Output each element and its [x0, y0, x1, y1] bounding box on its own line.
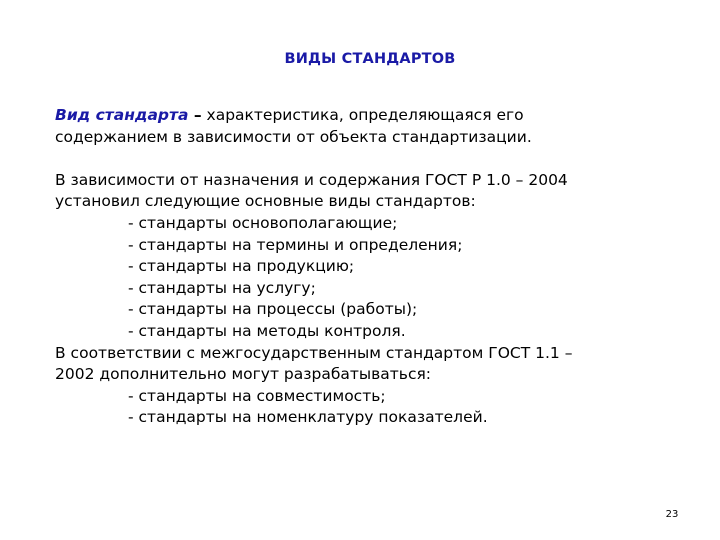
- definition-term: Вид стандарта: [55, 106, 189, 124]
- list-item: - стандарты на услугу;: [128, 278, 316, 297]
- definition-text: характеристика, определяющаяся его: [201, 106, 524, 124]
- paragraph-1-line-1: В зависимости от назначения и содержания ГОСТ Р 1.0 – 2004: [55, 170, 568, 189]
- slide-body: [55, 105, 695, 429]
- definition-dash: –: [188, 106, 202, 124]
- list-item: - стандарты основополагающие;: [128, 213, 398, 232]
- slide-title: ВИДЫ СТАНДАРТОВ: [284, 51, 456, 67]
- additional-standards-list: [55, 386, 695, 429]
- list-item: - стандарты на совместимость;: [128, 386, 386, 405]
- list-item: - стандарты на номенклатуру показателей.: [128, 408, 488, 427]
- list-item: - стандарты на методы контроля.: [128, 321, 406, 340]
- paragraph-2-line-1: В соответствии с межгосударственным стандартом ГОСТ 1.1 –: [55, 343, 573, 362]
- spacer: [55, 148, 695, 170]
- definition-line-2: содержанием в зависимости от объекта стандартизации.: [55, 127, 532, 146]
- list-item: - стандарты на термины и определения;: [128, 235, 463, 254]
- paragraph-2-line-2: 2002 дополнительно могут разрабатываться:: [55, 365, 432, 384]
- definition-line-1: [55, 105, 695, 127]
- paragraph-1-line-2: установил следующие основные виды стандартов:: [55, 192, 476, 211]
- list-item: - стандарты на процессы (работы);: [128, 300, 418, 319]
- page-number: 23: [665, 509, 679, 520]
- standards-types-list: [55, 213, 695, 343]
- list-item: - стандарты на продукцию;: [128, 257, 355, 276]
